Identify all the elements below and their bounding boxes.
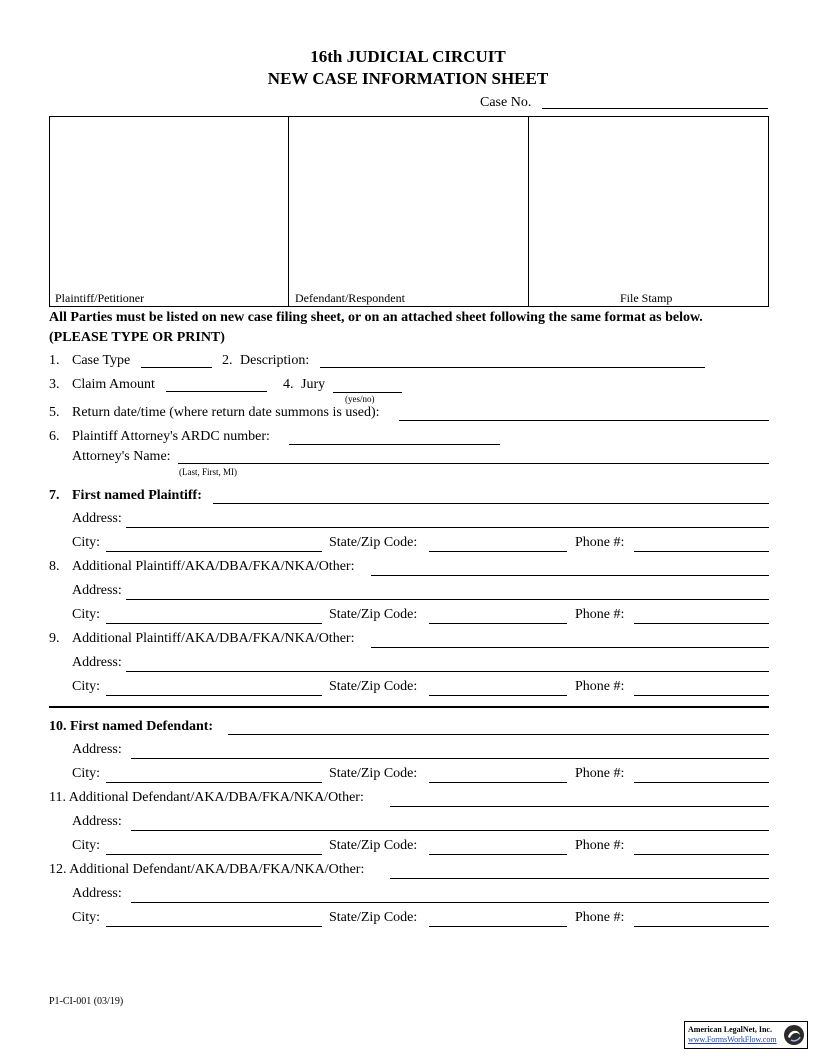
item-number: 6. — [49, 429, 60, 444]
state-zip-label: State/Zip Code: — [329, 679, 418, 694]
city-label: City: — [72, 535, 101, 550]
jury-field[interactable] — [333, 392, 402, 393]
plaintiff-9-city-field[interactable] — [106, 695, 322, 696]
state-zip-label: State/Zip Code: — [329, 766, 418, 781]
plaintiff-7-address-field[interactable] — [126, 527, 769, 528]
plaintiff-9-name-field[interactable] — [371, 647, 769, 648]
defendant-box-label: Defendant/Respondent — [295, 291, 405, 305]
section-divider — [49, 706, 769, 708]
item-number: 2. — [222, 353, 233, 368]
logo-url[interactable]: www.FormsWorkFlow.com — [688, 1035, 777, 1044]
address-label: Address: — [72, 655, 122, 670]
city-label: City: — [72, 838, 101, 853]
first-defendant-field[interactable] — [228, 734, 769, 735]
phone-label: Phone #: — [575, 535, 625, 550]
plaintiff-7-city-field[interactable] — [106, 551, 322, 552]
claim-amount-field[interactable] — [166, 391, 267, 392]
defendant-box[interactable] — [288, 116, 529, 307]
attorney-name-label: Attorney's Name: — [72, 449, 171, 464]
defendant-10-state-zip-field[interactable] — [429, 782, 567, 783]
state-zip-label: State/Zip Code: — [329, 535, 418, 550]
state-zip-label: State/Zip Code: — [329, 838, 418, 853]
defendant-10-phone-field[interactable] — [634, 782, 769, 783]
instructions-line1: All Parties must be listed on new case filing sheet, or on an attached sheet following the same format as below. — [49, 310, 703, 325]
logo-company-name: American LegalNet, Inc. — [688, 1025, 772, 1034]
defendant-11-city-field[interactable] — [106, 854, 322, 855]
item-number: 9. — [49, 631, 60, 646]
ardc-field[interactable] — [289, 444, 500, 445]
file-stamp-box — [528, 116, 769, 307]
logo-swirl-icon — [783, 1024, 805, 1046]
plaintiff-8-city-field[interactable] — [106, 623, 322, 624]
case-no-field[interactable] — [542, 108, 768, 109]
defendant-12-phone-field[interactable] — [634, 926, 769, 927]
plaintiff-9-address-field[interactable] — [126, 671, 769, 672]
city-label: City: — [72, 910, 101, 925]
first-defendant-label: 10. First named Defendant: — [49, 719, 214, 734]
plaintiff-8-address-field[interactable] — [126, 599, 769, 600]
defendant-12-address-field[interactable] — [131, 902, 769, 903]
additional-defendant-label: 11. Additional Defendant/AKA/DBA/FKA/NKA/Other: — [49, 790, 364, 805]
attorney-name-field[interactable] — [178, 463, 769, 464]
case-no-label: Case No. — [480, 95, 532, 110]
description-field[interactable] — [320, 367, 705, 368]
additional-plaintiff-label: Additional Plaintiff/AKA/DBA/FKA/NKA/Other: — [72, 559, 355, 574]
defendant-11-phone-field[interactable] — [634, 854, 769, 855]
vendor-logo[interactable] — [684, 1021, 808, 1049]
city-label: City: — [72, 607, 101, 622]
case-type-field[interactable] — [141, 367, 212, 368]
first-plaintiff-label: First named Plaintiff: — [72, 488, 202, 503]
defendant-10-address-field[interactable] — [131, 758, 769, 759]
state-zip-label: State/Zip Code: — [329, 910, 418, 925]
plaintiff-7-phone-field[interactable] — [634, 551, 769, 552]
defendant-11-state-zip-field[interactable] — [429, 854, 567, 855]
description-label: Description: — [240, 353, 310, 368]
claim-amount-label: Claim Amount — [72, 377, 155, 392]
phone-label: Phone #: — [575, 910, 625, 925]
address-label: Address: — [72, 583, 122, 598]
item-number: 1. — [49, 353, 60, 368]
phone-label: Phone #: — [575, 679, 625, 694]
first-plaintiff-field[interactable] — [213, 503, 769, 504]
item-number: 5. — [49, 405, 60, 420]
form-title-line1: 16th JUDICIAL CIRCUIT — [310, 47, 506, 66]
plaintiff-box[interactable] — [49, 116, 289, 307]
address-label: Address: — [72, 742, 122, 757]
ardc-label: Plaintiff Attorney's ARDC number: — [72, 429, 270, 444]
plaintiff-9-phone-field[interactable] — [634, 695, 769, 696]
defendant-12-state-zip-field[interactable] — [429, 926, 567, 927]
state-zip-label: State/Zip Code: — [329, 607, 418, 622]
attorney-name-hint: (Last, First, MI) — [179, 467, 237, 477]
city-label: City: — [72, 766, 101, 781]
form-code: P1-CI-001 (03/19) — [49, 996, 124, 1007]
instructions-line2: (PLEASE TYPE OR PRINT) — [49, 330, 225, 345]
item-number: 4. — [283, 377, 294, 392]
defendant-11-name-field[interactable] — [390, 806, 769, 807]
address-label: Address: — [72, 886, 122, 901]
city-label: City: — [72, 679, 101, 694]
additional-plaintiff-label: Additional Plaintiff/AKA/DBA/FKA/NKA/Other: — [72, 631, 355, 646]
address-label: Address: — [72, 511, 122, 526]
return-date-field[interactable] — [399, 420, 769, 421]
phone-label: Phone #: — [575, 607, 625, 622]
plaintiff-7-state-zip-field[interactable] — [429, 551, 567, 552]
jury-hint: (yes/no) — [345, 394, 375, 404]
defendant-10-city-field[interactable] — [106, 782, 322, 783]
form-title-line2: NEW CASE INFORMATION SHEET — [267, 69, 549, 88]
return-date-label: Return date/time (where return date summons is used): — [72, 405, 380, 420]
defendant-12-city-field[interactable] — [106, 926, 322, 927]
plaintiff-8-name-field[interactable] — [371, 575, 769, 576]
plaintiff-8-phone-field[interactable] — [634, 623, 769, 624]
case-type-label: Case Type — [72, 353, 131, 368]
phone-label: Phone #: — [575, 838, 625, 853]
jury-label: Jury — [301, 377, 326, 392]
item-number: 3. — [49, 377, 60, 392]
file-stamp-label: File Stamp — [620, 291, 673, 305]
plaintiff-9-state-zip-field[interactable] — [429, 695, 567, 696]
item-number: 8. — [49, 559, 60, 574]
defendant-11-address-field[interactable] — [131, 830, 769, 831]
phone-label: Phone #: — [575, 766, 625, 781]
item-number: 7. — [49, 488, 60, 503]
address-label: Address: — [72, 814, 122, 829]
additional-defendant-label: 12. Additional Defendant/AKA/DBA/FKA/NKA/Other: — [49, 862, 365, 877]
plaintiff-8-state-zip-field[interactable] — [429, 623, 567, 624]
plaintiff-box-label: Plaintiff/Petitioner — [55, 291, 145, 305]
defendant-12-name-field[interactable] — [390, 878, 769, 879]
